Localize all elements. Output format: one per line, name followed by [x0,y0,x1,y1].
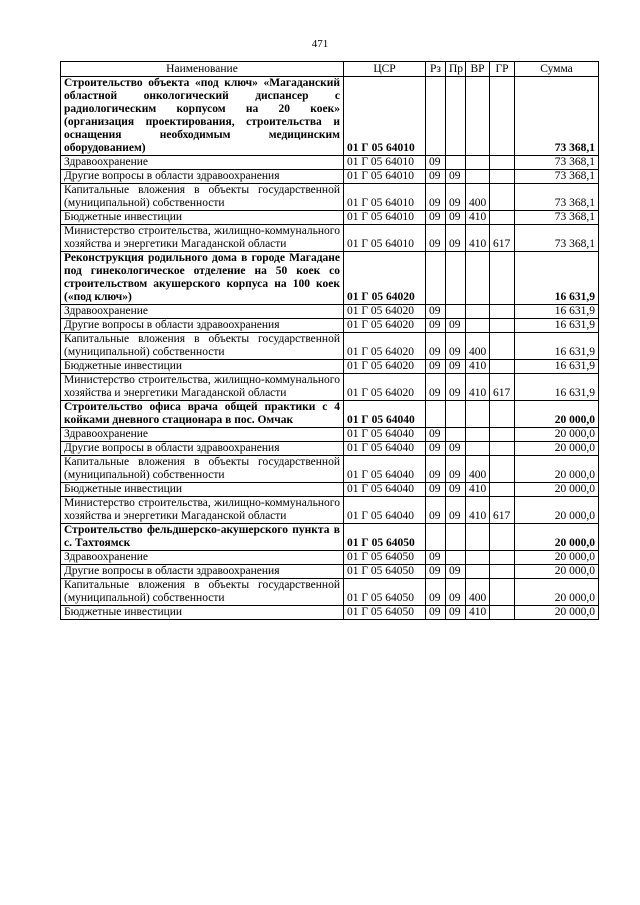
row-sum-cell: 20 000,0 [515,483,599,497]
row-csr-cell: 01 Г 05 64050 [344,551,426,565]
row-vr-cell [466,524,490,551]
row-rz-cell: 09 [426,360,446,374]
row-rz-cell: 09 [426,305,446,319]
row-sum-cell: 73 368,1 [515,77,599,156]
row-sum-cell: 16 631,9 [515,360,599,374]
budget-table [60,61,599,620]
row-rz-cell [426,77,446,156]
row-name-cell: Министерство строительства, жилищно-коммунального хозяйства и энергетики Магаданской области [61,374,344,401]
row-rz-cell: 09 [426,565,446,579]
table-row [61,606,599,620]
row-csr-cell: 01 Г 05 64050 [344,579,426,606]
row-vr-cell [466,170,490,184]
table-row [61,579,599,606]
row-csr-cell: 01 Г 05 64040 [344,442,426,456]
row-sum-cell: 20 000,0 [515,565,599,579]
table-row [61,360,599,374]
row-name-cell: Реконструкция родильного дома в городе Магадане под гинекологическое отделение на 50 коек со строительством акушерского корпуса на 100 коек («под ключ») [61,252,344,305]
table-row [61,211,599,225]
table-row [61,524,599,551]
table-body [61,77,599,620]
row-csr-cell: 01 Г 05 64040 [344,497,426,524]
row-csr-cell: 01 Г 05 64050 [344,606,426,620]
row-gr-cell [490,442,515,456]
row-rz-cell: 09 [426,483,446,497]
row-gr-cell [490,524,515,551]
row-vr-cell: 400 [466,579,490,606]
row-gr-cell [490,184,515,211]
row-name-cell: Капитальные вложения в объекты государственной (муниципальной) собственности [61,184,344,211]
row-vr-cell: 410 [466,374,490,401]
row-rz-cell: 09 [426,319,446,333]
row-pr-cell: 09 [446,360,466,374]
row-gr-cell [490,156,515,170]
row-gr-cell: 617 [490,374,515,401]
row-rz-cell: 09 [426,333,446,360]
table-row [61,483,599,497]
row-vr-cell: 410 [466,483,490,497]
row-name-cell: Другие вопросы в области здравоохранения [61,170,344,184]
row-vr-cell [466,156,490,170]
row-gr-cell [490,305,515,319]
table-row [61,401,599,428]
row-vr-cell [466,428,490,442]
row-name-cell: Строительство объекта «под ключ» «Магаданский областной онкологический диспансер с радиологическим корпусом на 20 коек» (организация проектирования, строительства и оснащения необходимым медицинским оборудованием) [61,77,344,156]
row-rz-cell: 09 [426,225,446,252]
row-name-cell: Бюджетные инвестиции [61,483,344,497]
row-gr-cell [490,565,515,579]
row-name-cell: Здравоохранение [61,156,344,170]
row-sum-cell: 20 000,0 [515,497,599,524]
row-vr-cell: 410 [466,497,490,524]
header-rz: Рз [426,62,446,77]
row-gr-cell [490,428,515,442]
row-gr-cell [490,333,515,360]
row-pr-cell: 09 [446,211,466,225]
row-pr-cell [446,524,466,551]
row-name-cell: Здравоохранение [61,428,344,442]
table-row [61,77,599,156]
row-sum-cell: 20 000,0 [515,606,599,620]
row-rz-cell: 09 [426,551,446,565]
row-vr-cell [466,551,490,565]
table-row [61,442,599,456]
row-sum-cell: 73 368,1 [515,211,599,225]
row-rz-cell: 09 [426,211,446,225]
row-rz-cell [426,524,446,551]
row-name-cell: Министерство строительства, жилищно-коммунального хозяйства и энергетики Магаданской области [61,225,344,252]
header-pr: Пр [446,62,466,77]
row-vr-cell: 400 [466,184,490,211]
header-gr: ГР [490,62,515,77]
row-csr-cell: 01 Г 05 64020 [344,305,426,319]
table-row [61,225,599,252]
page-number: 471 [311,38,329,50]
table-row [61,252,599,305]
row-gr-cell [490,606,515,620]
row-sum-cell: 20 000,0 [515,524,599,551]
row-vr-cell [466,77,490,156]
row-vr-cell: 400 [466,456,490,483]
row-gr-cell: 617 [490,225,515,252]
table-row [61,333,599,360]
table-row [61,456,599,483]
row-name-cell: Капитальные вложения в объекты государственной (муниципальной) собственности [61,456,344,483]
row-name-cell: Здравоохранение [61,305,344,319]
row-pr-cell: 09 [446,374,466,401]
row-gr-cell [490,579,515,606]
row-sum-cell: 20 000,0 [515,456,599,483]
row-rz-cell: 09 [426,579,446,606]
row-name-cell: Здравоохранение [61,551,344,565]
row-vr-cell [466,252,490,305]
table-row [61,305,599,319]
row-gr-cell [490,319,515,333]
row-csr-cell: 01 Г 05 64040 [344,428,426,442]
row-gr-cell [490,77,515,156]
table-row [61,497,599,524]
row-pr-cell [446,305,466,319]
row-vr-cell [466,305,490,319]
row-rz-cell: 09 [426,428,446,442]
row-pr-cell: 09 [446,319,466,333]
table-header-row [61,62,599,77]
row-vr-cell: 410 [466,211,490,225]
row-vr-cell: 400 [466,333,490,360]
row-name-cell: Бюджетные инвестиции [61,606,344,620]
row-rz-cell: 09 [426,170,446,184]
row-csr-cell: 01 Г 05 64020 [344,319,426,333]
table-row [61,184,599,211]
row-pr-cell: 09 [446,170,466,184]
row-rz-cell: 09 [426,156,446,170]
row-gr-cell [490,211,515,225]
row-sum-cell: 73 368,1 [515,225,599,252]
row-rz-cell: 09 [426,497,446,524]
row-pr-cell: 09 [446,565,466,579]
row-csr-cell: 01 Г 05 64040 [344,401,426,428]
row-pr-cell [446,428,466,442]
row-name-cell: Другие вопросы в области здравоохранения [61,565,344,579]
header-name: Наименование [61,62,344,77]
row-sum-cell: 16 631,9 [515,252,599,305]
row-name-cell: Другие вопросы в области здравоохранения [61,319,344,333]
row-csr-cell: 01 Г 05 64020 [344,252,426,305]
row-rz-cell [426,401,446,428]
row-rz-cell: 09 [426,456,446,483]
row-name-cell: Капитальные вложения в объекты государственной (муниципальной) собственности [61,333,344,360]
row-vr-cell [466,442,490,456]
row-csr-cell: 01 Г 05 64010 [344,225,426,252]
row-vr-cell: 410 [466,360,490,374]
row-pr-cell: 09 [446,483,466,497]
table-row [61,170,599,184]
row-sum-cell: 73 368,1 [515,156,599,170]
row-gr-cell [490,252,515,305]
row-sum-cell: 73 368,1 [515,184,599,211]
row-name-cell: Строительство фельдшерско-акушерского пункта в с. Тахтоямск [61,524,344,551]
row-gr-cell [490,456,515,483]
row-gr-cell [490,360,515,374]
row-csr-cell: 01 Г 05 64050 [344,524,426,551]
row-name-cell: Строительство офиса врача общей практики с 4 койками дневного стационара в пос. Омчак [61,401,344,428]
row-pr-cell: 09 [446,333,466,360]
row-pr-cell: 09 [446,225,466,252]
row-vr-cell [466,565,490,579]
row-rz-cell [426,252,446,305]
row-sum-cell: 20 000,0 [515,551,599,565]
row-csr-cell: 01 Г 05 64040 [344,483,426,497]
table-row [61,319,599,333]
row-pr-cell: 09 [446,442,466,456]
row-pr-cell: 09 [446,606,466,620]
table-row [61,156,599,170]
row-pr-cell [446,401,466,428]
row-name-cell: Бюджетные инвестиции [61,211,344,225]
row-rz-cell: 09 [426,442,446,456]
row-name-cell: Капитальные вложения в объекты государственной (муниципальной) собственности [61,579,344,606]
row-rz-cell: 09 [426,374,446,401]
row-pr-cell: 09 [446,497,466,524]
row-pr-cell [446,77,466,156]
row-gr-cell [490,483,515,497]
row-csr-cell: 01 Г 05 64020 [344,360,426,374]
row-csr-cell: 01 Г 05 64010 [344,77,426,156]
row-sum-cell: 16 631,9 [515,374,599,401]
header-sum: Сумма [515,62,599,77]
row-csr-cell: 01 Г 05 64020 [344,374,426,401]
table-row [61,565,599,579]
row-name-cell: Бюджетные инвестиции [61,360,344,374]
table-row [61,551,599,565]
row-name-cell: Министерство строительства, жилищно-коммунального хозяйства и энергетики Магаданской области [61,497,344,524]
row-pr-cell [446,252,466,305]
row-csr-cell: 01 Г 05 64010 [344,184,426,211]
row-csr-cell: 01 Г 05 64050 [344,565,426,579]
row-sum-cell: 73 368,1 [515,170,599,184]
row-sum-cell: 16 631,9 [515,319,599,333]
row-pr-cell: 09 [446,184,466,211]
row-sum-cell: 20 000,0 [515,442,599,456]
row-sum-cell: 16 631,9 [515,305,599,319]
row-vr-cell: 410 [466,606,490,620]
row-name-cell: Другие вопросы в области здравоохранения [61,442,344,456]
row-gr-cell: 617 [490,497,515,524]
row-pr-cell [446,156,466,170]
header-vr: ВР [466,62,490,77]
row-sum-cell: 20 000,0 [515,401,599,428]
row-pr-cell [446,551,466,565]
row-sum-cell: 20 000,0 [515,579,599,606]
row-csr-cell: 01 Г 05 64040 [344,456,426,483]
row-gr-cell [490,170,515,184]
row-csr-cell: 01 Г 05 64010 [344,156,426,170]
row-csr-cell: 01 Г 05 64020 [344,333,426,360]
row-sum-cell: 20 000,0 [515,428,599,442]
table-row [61,374,599,401]
row-vr-cell [466,401,490,428]
row-gr-cell [490,551,515,565]
row-sum-cell: 16 631,9 [515,333,599,360]
row-pr-cell: 09 [446,456,466,483]
row-rz-cell: 09 [426,184,446,211]
table-row [61,428,599,442]
row-vr-cell: 410 [466,225,490,252]
row-csr-cell: 01 Г 05 64010 [344,170,426,184]
row-gr-cell [490,401,515,428]
row-rz-cell: 09 [426,606,446,620]
row-pr-cell: 09 [446,579,466,606]
row-vr-cell [466,319,490,333]
header-csr: ЦСР [344,62,426,77]
row-csr-cell: 01 Г 05 64010 [344,211,426,225]
